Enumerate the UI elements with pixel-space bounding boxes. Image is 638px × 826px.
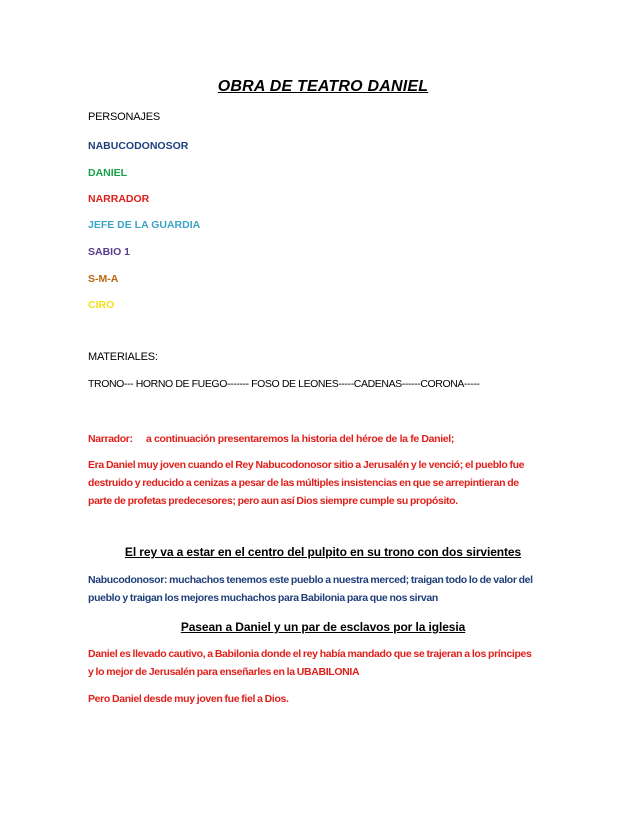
personaje-ciro: CIRO <box>88 299 115 311</box>
personaje-narrador: NARRADOR <box>88 193 150 205</box>
stage-direction-rey: El rey va a estar en el centro del pulpito en su trono con dos sirvientes <box>124 545 522 559</box>
paragraph-line: parte de profetas predecesores; pero aun así Dios siempre cumple su propósito. <box>88 495 458 507</box>
narrador-intro <box>88 432 454 446</box>
paragraph-cautivo <box>88 645 558 681</box>
personaje-sma: S-M-A <box>88 273 119 285</box>
paragraph-line: y lo mejor de Jerusalén para enseñarles en la UBABILONIA <box>88 666 360 678</box>
personaje-jefe-guardia: JEFE DE LA GUARDIA <box>88 219 201 231</box>
document-title: OBRA DE TEATRO DANIEL <box>217 78 429 95</box>
personaje-daniel: DANIEL <box>88 167 128 179</box>
paragraph-fiel: Pero Daniel desde muy joven fue fiel a Dios. <box>88 693 289 705</box>
paragraph-line: Nabucodonosor: muchachos tenemos este pueblo a nuestra merced; traigan todo lo de valor del <box>88 574 533 586</box>
paragraph-line: Era Daniel muy joven cuando el Rey Nabucodonosor sitio a Jerusalén y le venció; el pueblo fue <box>88 459 525 471</box>
personaje-sabio-1: SABIO 1 <box>88 246 131 258</box>
personaje-nabucodonosor: NABUCODONOSOR <box>88 140 189 152</box>
materiales-list: TRONO--- HORNO DE FUEGO------- FOSO DE LEONES-----CADENAS------CORONA----- <box>88 378 480 390</box>
narrador-label: Narrador: <box>88 433 133 445</box>
personajes-label: PERSONAJES <box>88 111 160 123</box>
paragraph-line: destruido y reducido a cenizas a pesar de las múltiples insistencias en que se arrepintieran de <box>88 477 519 489</box>
stage-direction-pasean: Pasean a Daniel y un par de esclavos por la iglesia <box>180 620 466 634</box>
narrador-text: a continuación presentaremos la historia del héroe de la fe Daniel; <box>146 433 454 445</box>
paragraph-nabucodonosor <box>88 571 558 607</box>
materiales-label: MATERIALES: <box>88 351 158 363</box>
paragraph-historia <box>88 456 558 510</box>
paragraph-line: pueblo y traigan los mejores muchachos para Babilonia para que nos sirvan <box>88 592 438 604</box>
paragraph-line: Daniel es llevado cautivo, a Babilonia donde el rey había mandado que se trajeran a los príncipes <box>88 648 532 660</box>
